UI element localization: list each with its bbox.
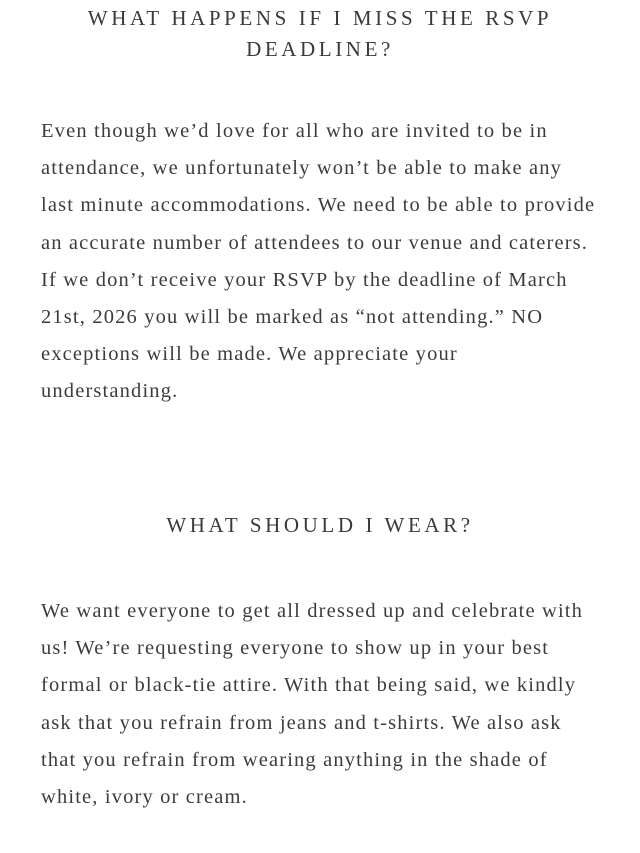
faq-question-heading: WHAT HAPPENS IF I MISS THE RSVP DEADLINE? bbox=[87, 6, 553, 61]
faq-answer-text: Even though we’d love for all who are invited to be in attendance, we unfortunately won’t be able to make any last minute accommodations. We need to be able to provide an accurate number of attendees to our venue and caterers. If we don’t receive your RSVP by the deadline of March 21st, 2026 you will be marked as “not attending.” NO exceptions will be made. We appreciate your understanding. bbox=[41, 120, 596, 403]
faq-answer-text: We want everyone to get all dressed up and celebrate with us! We’re requesting everyone to show up in your best formal or black-tie attire. With that being said, we kindly ask that you refrain from jeans and t-shirts. We also ask that you refrain from wearing anything in the shade of white, ivory or cream. bbox=[41, 600, 584, 809]
faq-section-attire bbox=[0, 510, 640, 816]
faq-section-rsvp-deadline bbox=[0, 0, 640, 411]
faq-question-heading: WHAT SHOULD I WEAR? bbox=[166, 513, 474, 537]
